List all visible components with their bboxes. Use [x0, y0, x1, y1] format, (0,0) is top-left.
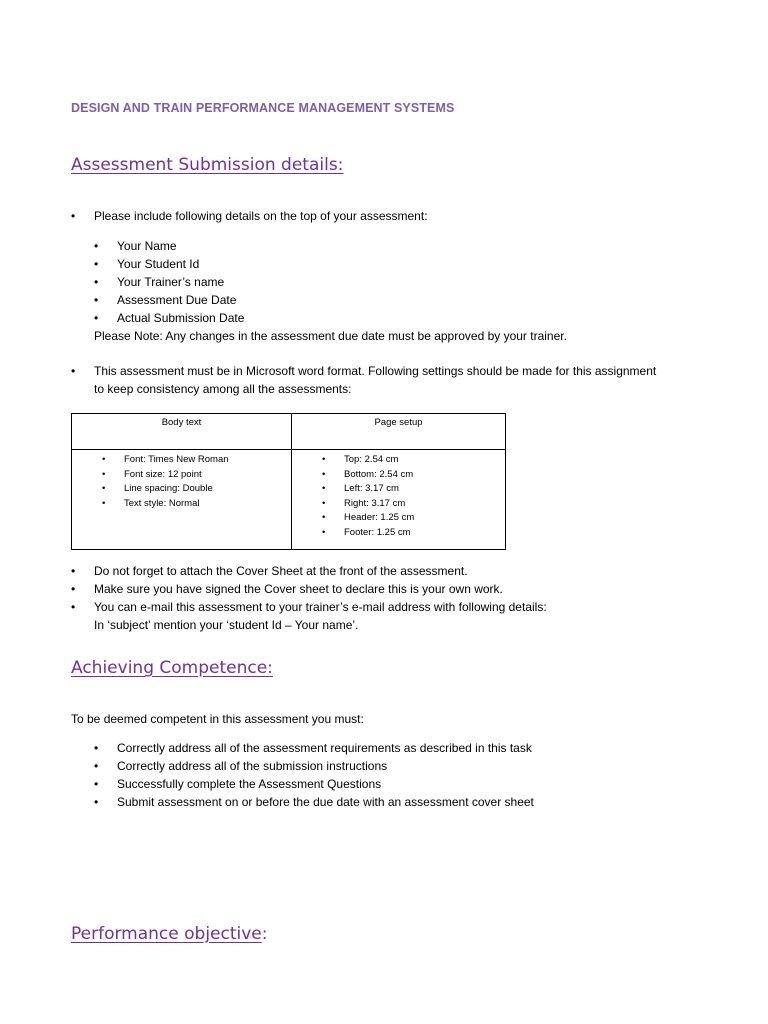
list-item: • Text style: Normal [72, 497, 291, 512]
format-line-1: This assessment must be in Microsoft word format. Following settings should be made for this assignment [94, 364, 657, 378]
bullet-glyph: • [94, 257, 99, 271]
bullet-glyph: • [71, 209, 76, 223]
list-item: • Footer: 1.25 cm [292, 526, 505, 541]
settings-table [71, 413, 506, 550]
bullet-glyph: • [71, 582, 76, 596]
bullet-glyph: • [94, 795, 99, 809]
table-header-page-setup: Page setup [292, 414, 506, 450]
competence-item: Successfully complete the Assessment Questions [117, 777, 382, 791]
format-line-2: to keep consistency among all the assessments: [94, 382, 352, 396]
list-item: • Font size: 12 point [72, 468, 291, 483]
detail-item: Your Name [117, 239, 177, 253]
submission-heading: Assessment Submission details: [71, 155, 344, 175]
bullet-glyph: • [71, 600, 76, 614]
list-item: • Left: 3.17 cm [292, 482, 505, 497]
list-item: • Right: 3.17 cm [292, 497, 505, 512]
competence-intro: To be deemed competent in this assessment you must: [71, 712, 364, 726]
page-setup-cell [292, 450, 506, 550]
competence-heading: Achieving Competence: [71, 658, 273, 678]
objective-heading-colon: : [261, 924, 268, 944]
email-instruction: You can e-mail this assessment to your trainer’s e-mail address with following details: [94, 600, 547, 614]
list-item: • Header: 1.25 cm [292, 511, 505, 526]
body-text-cell [72, 450, 292, 550]
detail-item: Your Student Id [117, 257, 200, 271]
competence-item: Submit assessment on or before the due date with an assessment cover sheet [117, 795, 534, 809]
bullet-glyph: • [71, 564, 76, 578]
detail-item: Actual Submission Date [117, 311, 245, 325]
objective-heading-text: Performance objective [71, 924, 262, 944]
detail-item: Assessment Due Date [117, 293, 237, 307]
cover-sheet-instruction: Do not forget to attach the Cover Sheet at the front of the assessment. [94, 564, 468, 578]
table-header-body-text: Body text [72, 414, 292, 450]
bullet-glyph: • [94, 777, 99, 791]
due-date-note: Please Note: Any changes in the assessment due date must be approved by your trainer. [94, 329, 567, 343]
bullet-glyph: • [94, 759, 99, 773]
subject-instruction: In ‘subject’ mention your ‘student Id – Your name’. [94, 618, 359, 632]
bullet-glyph: • [94, 741, 99, 755]
competence-item: Correctly address all of the submission instructions [117, 759, 388, 773]
objective-heading [71, 924, 268, 944]
bullet-glyph: • [94, 311, 99, 325]
list-item: • Bottom: 2.54 cm [292, 468, 505, 483]
bullet-glyph: • [94, 293, 99, 307]
bullet-glyph: • [94, 275, 99, 289]
bullet-glyph: • [94, 239, 99, 253]
document-title: DESIGN AND TRAIN PERFORMANCE MANAGEMENT SYSTEMS [71, 101, 455, 115]
list-item: • Top: 2.54 cm [292, 453, 505, 468]
submission-intro: Please include following details on the top of your assessment: [94, 209, 428, 223]
list-item: • Line spacing: Double [72, 482, 291, 497]
competence-item: Correctly address all of the assessment requirements as described in this task [117, 741, 532, 755]
bullet-glyph: • [71, 364, 76, 378]
list-item: • Font: Times New Roman [72, 453, 291, 468]
signature-instruction: Make sure you have signed the Cover sheet to declare this is your own work. [94, 582, 503, 596]
detail-item: Your Trainer’s name [117, 275, 225, 289]
